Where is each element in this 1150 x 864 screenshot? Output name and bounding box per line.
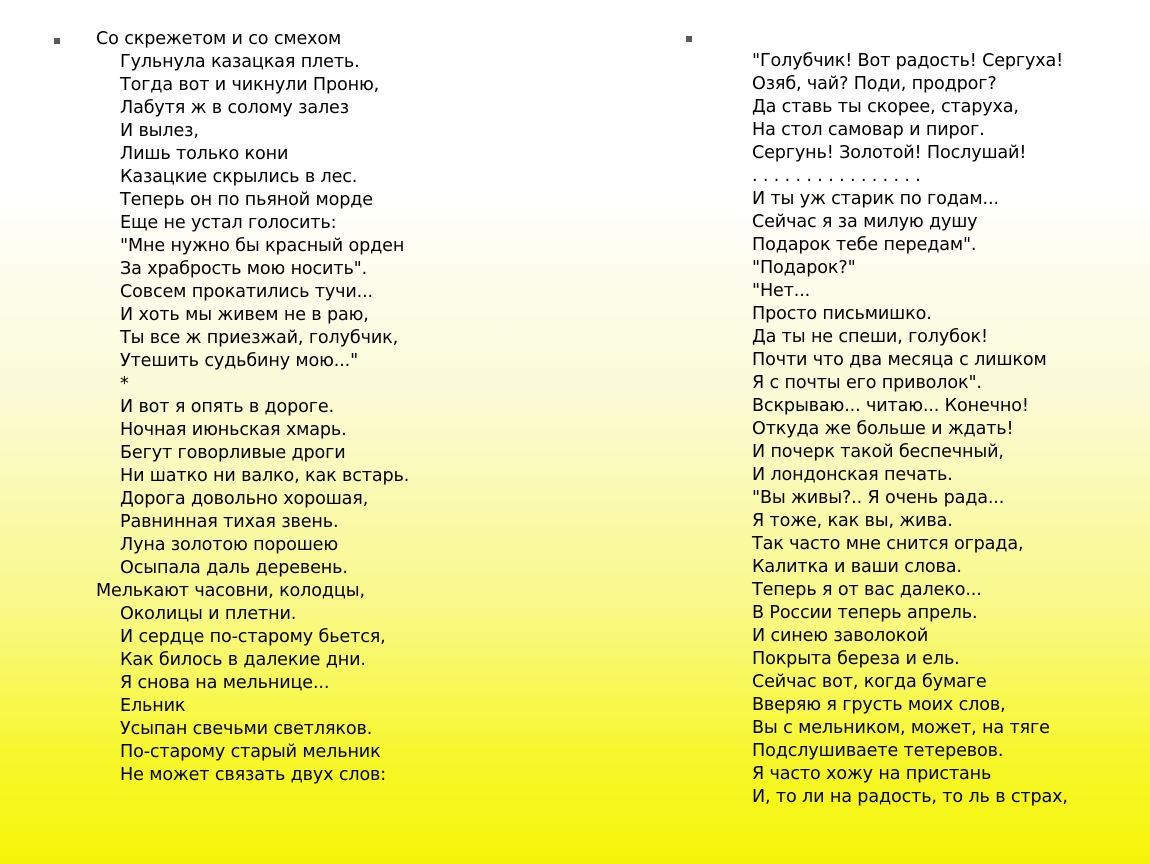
- poem-line: Я с почты его приволок".: [752, 373, 982, 393]
- poem-line: И сердце по-старому бьется,: [120, 627, 386, 647]
- poem-line: Подарок тебе передам".: [752, 235, 977, 255]
- poem-line: Да ставь ты скорее, старуха,: [752, 97, 1019, 117]
- poem-line: Гульнула казацкая плеть.: [120, 52, 360, 72]
- poem-line: Ни шатко ни валко, как встарь.: [120, 466, 410, 486]
- poem-line: "Мне нужно бы красный орден: [120, 236, 405, 256]
- poem-line: Откуда же больше и ждать!: [752, 419, 1014, 439]
- poem-line: И ты уж старик по годам...: [752, 189, 999, 209]
- poem-line: Совсем прокатились тучи...: [120, 282, 373, 302]
- poem-line: Ночная июньская хмарь.: [120, 420, 347, 440]
- poem-line: "Голубчик! Вот радость! Сергуха!: [752, 51, 1064, 71]
- poem-line: Дорога довольно хорошая,: [120, 489, 369, 509]
- poem-line: Сейчас вот, когда бумаге: [752, 672, 987, 692]
- poem-line: Ельник: [120, 696, 186, 716]
- poem-line: Я тоже, как вы, жива.: [752, 511, 953, 531]
- poem-line: И хоть мы живем не в раю,: [120, 305, 369, 325]
- poem-line: И вот я опять в дороге.: [120, 397, 334, 417]
- poem-line: Лабутя ж в солому залез: [120, 98, 349, 118]
- poem-line: Почти что два месяца с лишком: [752, 350, 1047, 370]
- poem-line: Вверяю я грусть моих слов,: [752, 695, 1006, 715]
- poem-line: И лондонская печать.: [752, 465, 953, 485]
- poem-line: Лишь только кони: [120, 144, 289, 164]
- poem-line: Вскрываю... читаю... Конечно!: [752, 396, 1029, 416]
- poem-line: Озяб, чай? Поди, продрог?: [752, 74, 997, 94]
- poem-line: "Подарок?": [752, 258, 856, 278]
- poem-line: Тогда вот и чикнули Проню,: [120, 75, 380, 95]
- poem-line: Еще не устал голосить:: [120, 213, 337, 233]
- poem-line: Усыпан свечьми светляков.: [120, 719, 373, 739]
- poem-line: Ты все ж приезжай, голубчик,: [120, 328, 399, 348]
- poem-line: Сергунь! Золотой! Послушай!: [752, 143, 1027, 163]
- bullet-icon: [54, 38, 60, 44]
- poem-line: Теперь я от вас далеко...: [752, 580, 982, 600]
- poem-line: И, то ли на радость, то ль в страх,: [752, 787, 1068, 807]
- poem-line: Не может связать двух слов:: [120, 765, 387, 785]
- poem-line: На стол самовар и пирог.: [752, 120, 985, 140]
- right-poem-text: [752, 50, 1068, 809]
- poem-line: Утешить судьбину мою...": [120, 351, 359, 371]
- poem-line: И вылез,: [120, 121, 199, 141]
- poem-line: Луна золотою порошею: [120, 535, 338, 555]
- poem-line: Вы с мельником, может, на тяге: [752, 718, 1050, 738]
- poem-line: И синею заволокой: [752, 626, 929, 646]
- bullet-icon: [686, 36, 692, 42]
- poem-line: И почерк такой беспечный,: [752, 442, 1004, 462]
- poem-line: Я часто хожу на пристань: [752, 764, 992, 784]
- poem-line: Подслушиваете тетеревов.: [752, 741, 1004, 761]
- poem-line: В России теперь апрель.: [752, 603, 978, 623]
- poem-line: Бегут говорливые дроги: [120, 443, 346, 463]
- poem-line: Просто письмишко.: [752, 304, 932, 324]
- poem-line: "Вы живы?.. Я очень рада...: [752, 488, 1005, 508]
- poem-line: Покрыта береза и ель.: [752, 649, 960, 669]
- poem-line: Мелькают часовни, колодцы,: [96, 581, 365, 601]
- poem-line: Теперь он по пьяной морде: [120, 190, 373, 210]
- poem-line: Околицы и плетни.: [120, 604, 297, 624]
- poem-line: Сейчас я за милую душу: [752, 212, 978, 232]
- poem-line: Калитка и ваши слова.: [752, 557, 962, 577]
- poem-line: Со скрежетом и со смехом: [96, 29, 342, 49]
- poem-line: "Нет...: [752, 281, 811, 301]
- poem-line: . . . . . . . . . . . . . . . .: [752, 166, 921, 186]
- poem-line: За храбрость мою носить".: [120, 259, 368, 279]
- poem-line: По-старому старый мельник: [120, 742, 381, 762]
- poem-line: Да ты не спеши, голубок!: [752, 327, 988, 347]
- poem-line: Как билось в далекие дни.: [120, 650, 366, 670]
- left-poem-text: [96, 28, 409, 787]
- poem-line: Осыпала даль деревень.: [120, 558, 348, 578]
- poem-line: Так часто мне снится ограда,: [752, 534, 1024, 554]
- poem-line: *: [120, 374, 129, 394]
- poem-line: Казацкие скрылись в лес.: [120, 167, 358, 187]
- poem-line: Я снова на мельнице...: [120, 673, 330, 693]
- poem-line: Равнинная тихая звень.: [120, 512, 339, 532]
